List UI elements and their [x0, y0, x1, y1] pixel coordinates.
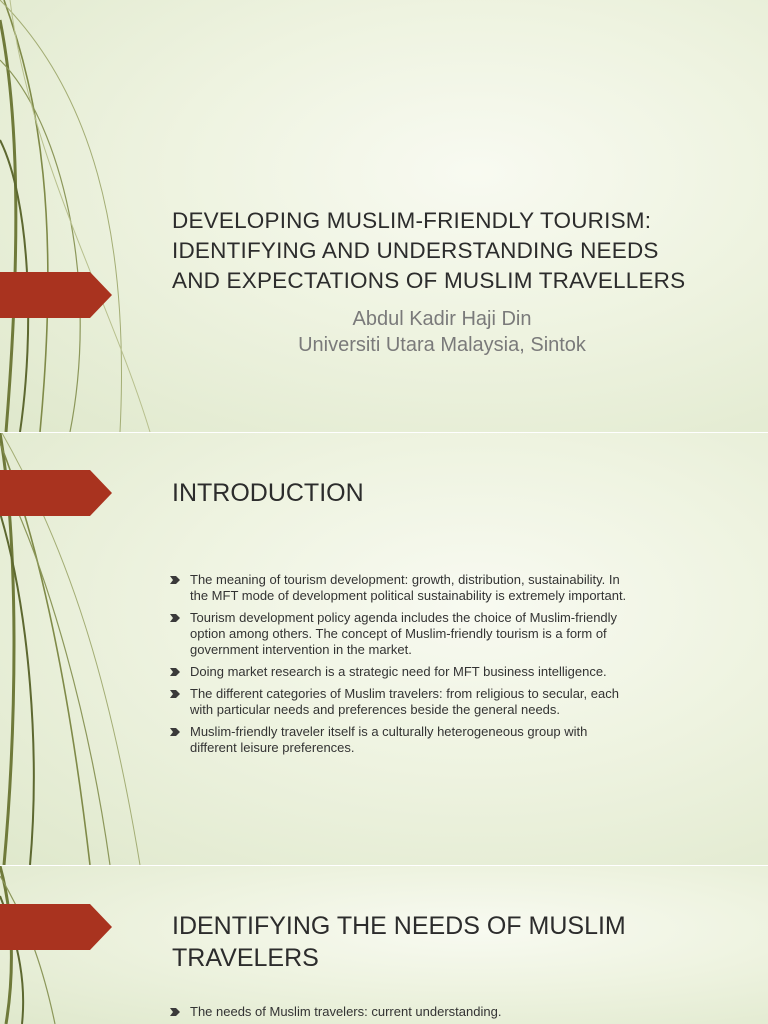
- accent-arrow-tab: [0, 470, 112, 516]
- bullet-list: [170, 1004, 730, 1024]
- list-item: [170, 664, 730, 680]
- heading-line: IDENTIFYING THE NEEDS OF MUSLIM: [172, 912, 626, 940]
- needs-slide: [0, 866, 768, 1024]
- accent-arrow-tab: [0, 904, 112, 950]
- author-affiliation: Universiti Utara Malaysia, Sintok: [298, 334, 586, 356]
- arrow-bullet-icon: [170, 1008, 180, 1016]
- list-item-line: Doing market research is a strategic need for MFT business intelligence.: [190, 664, 607, 679]
- title-slide: [0, 0, 768, 432]
- list-item-line: the MFT mode of development political sustainability is extremely important.: [190, 588, 627, 603]
- arrow-bullet-icon: [170, 690, 180, 698]
- bullet-list: [170, 572, 730, 762]
- list-item-line: The meaning of tourism development: growth, distribution, sustainability. In: [190, 572, 620, 587]
- title-line: DEVELOPING MUSLIM-FRIENDLY TOURISM:: [172, 208, 652, 233]
- list-item-line: government intervention in the market.: [190, 642, 412, 657]
- introduction-slide: [0, 433, 768, 865]
- title-line: AND EXPECTATIONS OF MUSLIM TRAVELLERS: [172, 268, 686, 293]
- list-item-line: option among others. The concept of Muslim-friendly tourism is a form of: [190, 626, 607, 641]
- list-item-line: different leisure preferences.: [190, 740, 355, 755]
- list-item: [170, 686, 730, 718]
- title-line: IDENTIFYING AND UNDERSTANDING NEEDS: [172, 238, 659, 263]
- slide-title: [172, 206, 752, 296]
- list-item: [170, 610, 730, 658]
- grass-strands-decoration: [0, 0, 200, 432]
- slide-heading: INTRODUCTION: [172, 479, 364, 507]
- list-item: [170, 1004, 730, 1020]
- arrow-bullet-icon: [170, 614, 180, 622]
- accent-arrow-tab: [0, 272, 112, 318]
- list-item-line: Tourism development policy agenda includes the choice of Muslim-friendly: [190, 610, 618, 625]
- heading-line: TRAVELERS: [172, 944, 319, 972]
- list-item-line: with particular needs and preferences beside the general needs.: [190, 702, 561, 717]
- author-name: Abdul Kadir Haji Din: [352, 308, 532, 330]
- list-item-line: The different categories of Muslim travelers: from religious to secular, each: [190, 686, 619, 701]
- arrow-bullet-icon: [170, 576, 180, 584]
- list-item: [170, 572, 730, 604]
- list-item: [170, 724, 730, 756]
- list-item-line: Muslim-friendly traveler itself is a culturally heterogeneous group with: [190, 724, 588, 739]
- list-item-line: The needs of Muslim travelers: current understanding.: [190, 1004, 502, 1019]
- slide-heading: [172, 910, 626, 974]
- arrow-bullet-icon: [170, 668, 180, 676]
- arrow-bullet-icon: [170, 728, 180, 736]
